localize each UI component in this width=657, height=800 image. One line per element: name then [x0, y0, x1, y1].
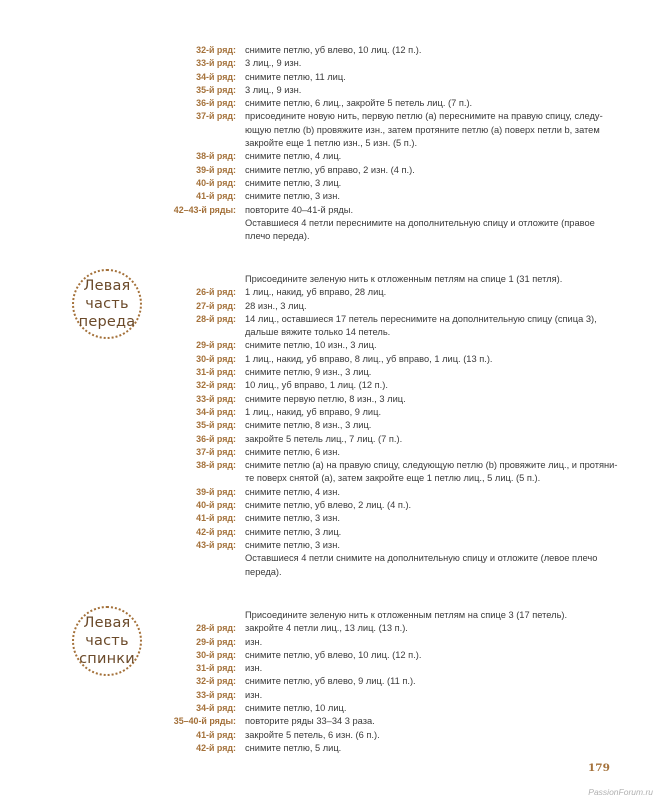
- pattern-row: [0, 339, 657, 352]
- pattern-row: [0, 366, 657, 379]
- row-text: плечо переда).: [245, 231, 310, 242]
- badge-line: Левая: [83, 278, 131, 294]
- page-number: 179: [588, 762, 610, 774]
- pattern-row: [0, 300, 657, 313]
- row-label: 37-й ряд:: [196, 446, 236, 457]
- row-text: снимите петлю, 3 лиц.: [245, 526, 342, 537]
- row-text: снимите петлю, 5 лиц.: [245, 742, 342, 753]
- pattern-row: [0, 313, 657, 326]
- pattern-row: [0, 204, 657, 217]
- row-text: 28 изн., 3 лиц.: [245, 300, 307, 311]
- row-label: 28-й ряд:: [196, 623, 236, 634]
- pattern-row: [0, 742, 657, 755]
- row-label: 33-й ряд:: [196, 689, 236, 700]
- row-text: снимите петлю, 11 лиц.: [245, 71, 346, 82]
- row-text: снимите петлю, 10 лиц.: [245, 703, 347, 714]
- row-text: снимите петлю (а) на правую спицу, следующую петлю (b) провяжите лиц., и протяни-: [245, 460, 618, 471]
- row-text: закройте 5 петель, 6 изн. (6 п.).: [245, 729, 380, 740]
- pattern-row: [0, 190, 657, 203]
- row-text: закройте еще 1 петлю изн., 5 изн. (5 п.).: [245, 138, 418, 149]
- row-text: изн.: [245, 689, 263, 700]
- row-label: 38-й ряд:: [196, 460, 236, 471]
- row-label: 32-й ряд:: [196, 45, 236, 55]
- pattern-row: [0, 393, 657, 406]
- pattern-row: [0, 622, 657, 635]
- watermark: PassionForum.ru: [588, 787, 653, 797]
- row-text: 10 лиц., уб вправо, 1 лиц. (12 п.).: [245, 380, 388, 391]
- pattern-row: [0, 636, 657, 649]
- badge-line: часть: [85, 633, 129, 649]
- row-text: повторите ряды 33–34 3 раза.: [245, 716, 375, 727]
- pattern-row: [0, 566, 657, 579]
- pattern-row: [0, 729, 657, 742]
- row-text: снимите первую петлю, 8 изн., 3 лиц.: [245, 393, 406, 404]
- row-label: 34-й ряд:: [196, 406, 236, 417]
- pattern-row: [0, 472, 657, 485]
- row-label: 29-й ряд:: [196, 340, 236, 351]
- row-label: 39-й ряд:: [196, 486, 236, 497]
- row-text: снимите петлю, 6 изн.: [245, 446, 340, 457]
- pattern-row: [0, 433, 657, 446]
- row-label: 29-й ряд:: [196, 636, 236, 647]
- pattern-row: [0, 44, 657, 57]
- pattern-row: [0, 406, 657, 419]
- row-text: присоедините новую нить, первую петлю (а) переснимите на правую спицу, следу-: [245, 111, 603, 122]
- row-label: 32-й ряд:: [196, 676, 236, 687]
- row-text: снимите петлю, уб влево, 9 лиц. (11 п.).: [245, 676, 416, 687]
- row-text: закройте 4 петли лиц., 13 лиц. (13 п.).: [245, 623, 408, 634]
- pattern-row: [0, 150, 657, 163]
- row-text: Присоедините зеленую нить к отложенным петлям на спице 3 (17 петель).: [245, 610, 568, 620]
- row-label: 31-й ряд:: [196, 367, 236, 378]
- row-text: Оставшиеся 4 петли снимите на дополнительную спицу и отложите (левое плечо: [245, 553, 598, 564]
- row-label: 39-й ряд:: [196, 164, 236, 175]
- row-label: 36-й ряд:: [196, 98, 236, 109]
- row-text: снимите петлю, 3 изн.: [245, 539, 340, 550]
- pattern-row: [0, 273, 657, 286]
- row-label: 33-й ряд:: [196, 393, 236, 404]
- row-label: 31-й ряд:: [196, 663, 236, 674]
- pattern-row: [0, 419, 657, 432]
- pattern-row: [0, 702, 657, 715]
- badge-line: часть: [85, 296, 129, 312]
- row-text: снимите петлю, уб влево, 10 лиц. (12 п.).: [245, 45, 422, 55]
- badge-line: переда: [78, 314, 136, 330]
- row-label: 36-й ряд:: [196, 433, 236, 444]
- row-text: снимите петлю, 4 лиц.: [245, 151, 342, 162]
- pattern-row: [0, 71, 657, 84]
- row-text: те поверх снятой (а), затем закройте еще 1 петлю лиц., 5 лиц. (5 п.).: [245, 473, 541, 484]
- row-label: 40-й ряд:: [196, 500, 236, 511]
- row-text: 1 лиц., накид, уб вправо, 28 лиц.: [245, 287, 387, 298]
- pattern-row: [0, 84, 657, 97]
- row-label: 32-й ряд:: [196, 380, 236, 391]
- row-text: снимите петлю, уб вправо, 2 изн. (4 п.).: [245, 164, 415, 175]
- row-text: Присоедините зеленую нить к отложенным петлям на спице 1 (31 петля).: [245, 274, 563, 284]
- row-label: 34-й ряд:: [196, 703, 236, 714]
- row-text: снимите петлю, 6 лиц., закройте 5 петель лиц. (7 п.).: [245, 98, 473, 109]
- row-text: снимите петлю, 3 лиц.: [245, 177, 342, 188]
- pattern-row: [0, 486, 657, 499]
- pattern-rows-top: [0, 44, 657, 243]
- pattern-row: [0, 526, 657, 539]
- pattern-row: [0, 675, 657, 688]
- row-label: 27-й ряд:: [196, 300, 236, 311]
- row-text: 1 лиц., накид, уб вправо, 8 лиц., уб вправо, 1 лиц. (13 п.).: [245, 353, 493, 364]
- row-label: 42-й ряд:: [196, 742, 236, 753]
- row-label: 42–43-й ряды:: [173, 204, 236, 215]
- pattern-row: [0, 110, 657, 123]
- pattern-row: [0, 379, 657, 392]
- pattern-row: [0, 177, 657, 190]
- pattern-row: [0, 459, 657, 472]
- row-text: снимите петлю, 3 изн.: [245, 191, 340, 202]
- row-label: 41-й ряд:: [196, 513, 236, 524]
- row-label: 41-й ряд:: [196, 191, 236, 202]
- pattern-rows-left-back: [0, 609, 657, 755]
- pattern-row: [0, 539, 657, 552]
- row-text: снимите петлю, уб влево, 2 лиц. (4 п.).: [245, 500, 412, 511]
- row-text: 3 лиц., 9 изн.: [245, 84, 302, 95]
- row-label: 43-й ряд:: [196, 539, 236, 550]
- row-text: снимите петлю, 8 изн., 3 лиц.: [245, 420, 372, 431]
- pattern-row: [0, 124, 657, 137]
- row-label: 35-й ряд:: [196, 84, 236, 95]
- row-label: 42-й ряд:: [196, 526, 236, 537]
- row-text: изн.: [245, 636, 263, 647]
- pattern-row: [0, 164, 657, 177]
- row-text: ющую петлю (b) провяжите изн., затем протяните петлю (а) поверх петли b, затем: [245, 124, 600, 135]
- row-text: снимите петлю, 3 изн.: [245, 513, 340, 524]
- row-label: 26-й ряд:: [196, 287, 236, 298]
- row-label: 33-й ряд:: [196, 58, 236, 69]
- row-text: снимите петлю, 4 изн.: [245, 486, 340, 497]
- pattern-row: [0, 230, 657, 243]
- row-text: снимите петлю, 9 изн., 3 лиц.: [245, 367, 372, 378]
- row-label: 28-й ряд:: [196, 313, 236, 324]
- row-label: 38-й ряд:: [196, 151, 236, 162]
- row-text: 14 лиц., оставшиеся 17 петель переснимите на дополнительную спицу (спица 3),: [245, 313, 597, 324]
- badge-line: Левая: [83, 615, 131, 631]
- pattern-row: [0, 689, 657, 702]
- pattern-rows-left-front: [0, 273, 657, 579]
- row-text: Оставшиеся 4 петли переснимите на дополнительную спицу и отложите (правое: [245, 217, 595, 228]
- pattern-row: [0, 217, 657, 230]
- row-text: дальше вяжите только 14 петель.: [245, 327, 391, 338]
- row-label: 41-й ряд:: [196, 729, 236, 740]
- row-text: изн.: [245, 663, 263, 674]
- pattern-row: [0, 446, 657, 459]
- row-text: 1 лиц., накид, уб вправо, 9 лиц.: [245, 406, 382, 417]
- row-text: повторите 40–41-й ряды.: [245, 204, 354, 215]
- pattern-row: [0, 649, 657, 662]
- row-label: 40-й ряд:: [196, 177, 236, 188]
- pattern-row: [0, 57, 657, 70]
- pattern-row: [0, 97, 657, 110]
- row-label: 34-й ряд:: [196, 71, 236, 82]
- pattern-row: [0, 512, 657, 525]
- pattern-row: [0, 715, 657, 728]
- row-text: переда).: [245, 566, 282, 577]
- row-text: 3 лиц., 9 изн.: [245, 58, 302, 69]
- row-text: снимите петлю, 10 изн., 3 лиц.: [245, 340, 377, 351]
- pattern-row: [0, 499, 657, 512]
- row-label: 30-й ряд:: [196, 353, 236, 364]
- row-label: 37-й ряд:: [196, 111, 236, 122]
- row-label: 30-й ряд:: [196, 649, 236, 660]
- pattern-row: [0, 552, 657, 565]
- pattern-row: [0, 326, 657, 339]
- pattern-row: [0, 137, 657, 150]
- pattern-row: [0, 353, 657, 366]
- row-label: 35–40-й ряды:: [173, 716, 236, 727]
- pattern-row: [0, 662, 657, 675]
- badge-line: спинки: [79, 651, 135, 667]
- row-label: 35-й ряд:: [196, 420, 236, 431]
- pattern-row: [0, 609, 657, 622]
- row-text: закройте 5 петель лиц., 7 лиц. (7 п.).: [245, 433, 403, 444]
- row-text: снимите петлю, уб влево, 10 лиц. (12 п.).: [245, 649, 422, 660]
- pattern-row: [0, 286, 657, 299]
